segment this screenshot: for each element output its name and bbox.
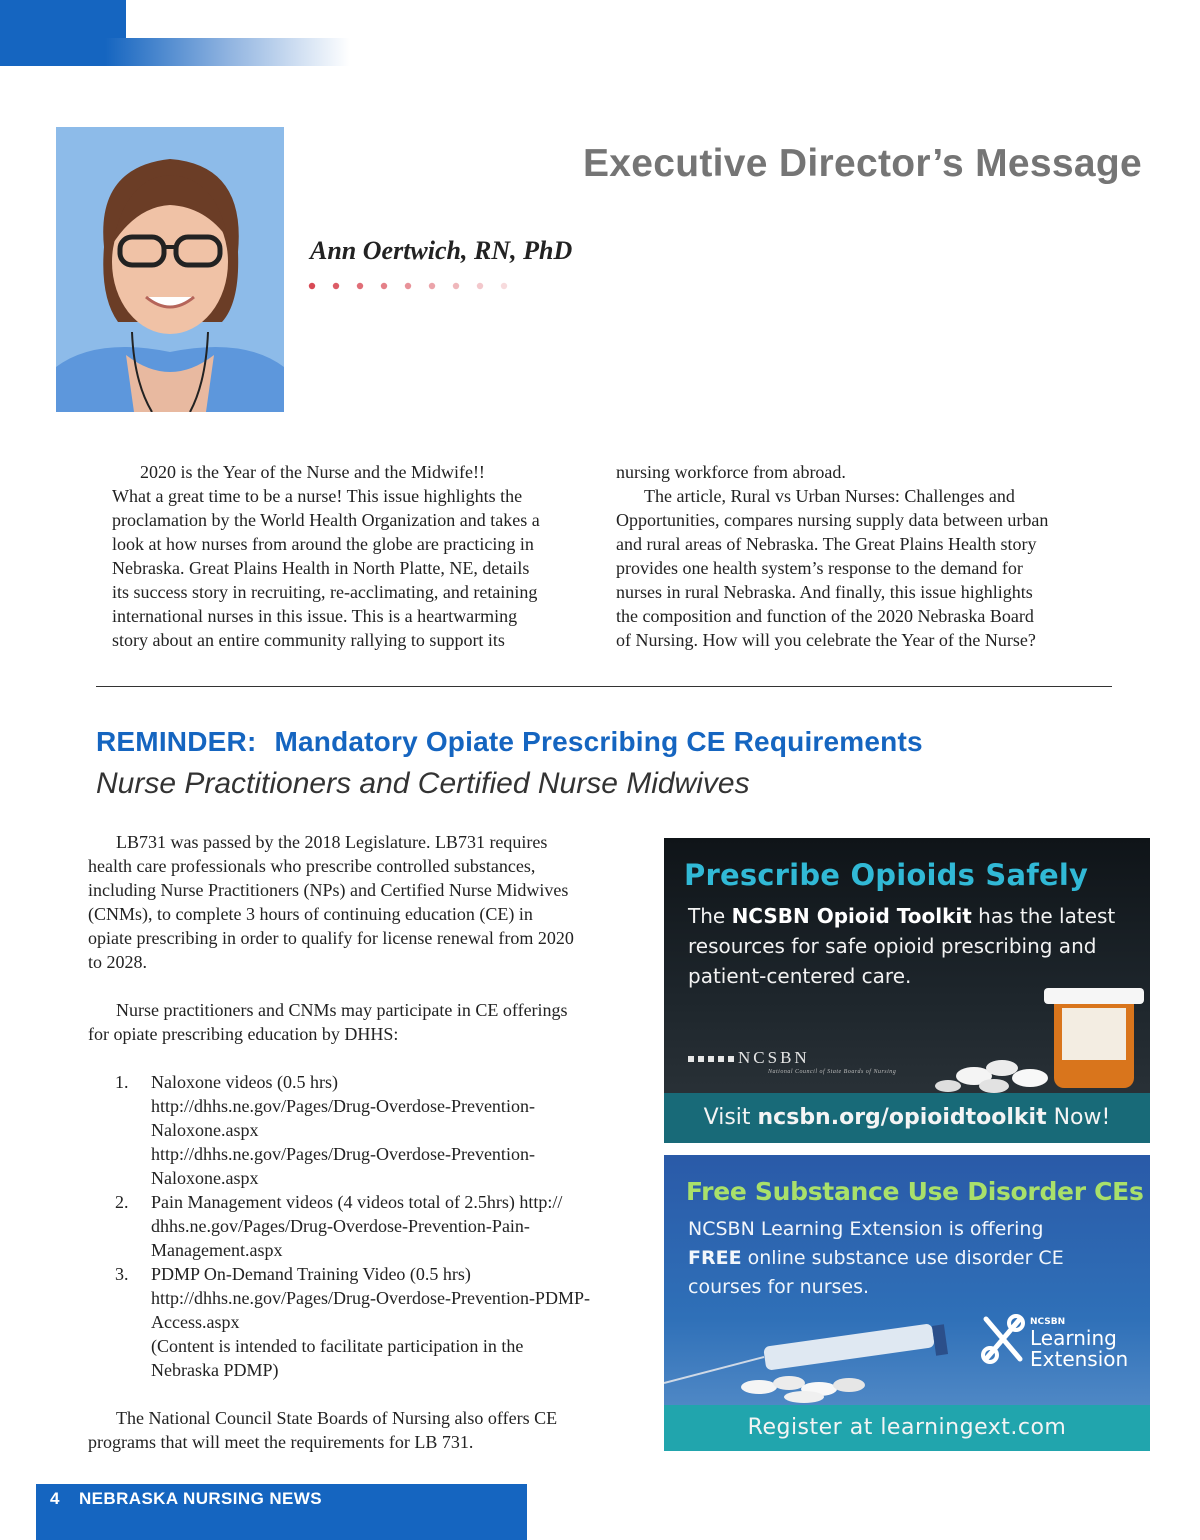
- page-title: Executive Director’s Message: [582, 142, 1142, 185]
- ad-opioid-toolkit[interactable]: [664, 838, 1150, 1143]
- resource-link[interactable]: Management.aspx: [151, 1240, 283, 1260]
- page-number: 4: [50, 1489, 60, 1508]
- author-photo: [56, 127, 284, 412]
- list-item-title: PDMP On-Demand Training Video (0.5 hrs): [151, 1264, 471, 1284]
- ad-headline: Prescribe Opioids Safely: [684, 858, 1089, 892]
- list-item-note: Nebraska PDMP): [151, 1360, 279, 1380]
- article-line: including Nurse Practitioners (NPs) and Certified Nurse Midwives: [88, 880, 569, 900]
- learning-extension-icon: [980, 1313, 1026, 1365]
- reminder-label: REMINDER:: [96, 726, 257, 757]
- reminder-title: Mandatory Opiate Prescribing CE Requirements: [274, 726, 923, 757]
- intro-line: What a great time to be a nurse! This issue highlights the: [112, 486, 523, 506]
- article-line: programs that will meet the requirements for LB 731.: [88, 1432, 474, 1452]
- intro-line: Nebraska. Great Plains Health in North Platte, NE, details: [112, 558, 530, 578]
- list-number: 2.: [115, 1192, 129, 1212]
- article-line: Nurse practitioners and CNMs may participate in CE offerings: [116, 1000, 568, 1020]
- intro-line: international nurses in this issue. This is a heartwarming: [112, 606, 518, 626]
- author-byline: Ann Oertwich, RN, PhD: [310, 236, 573, 265]
- section-divider: [96, 686, 1112, 687]
- ad-body: NCSBN Learning Extension is offering FREE online substance use disorder CE courses for nurses.: [688, 1218, 1064, 1298]
- article-line: opiate prescribing in order to qualify for license renewal from 2020: [88, 928, 574, 948]
- ncsbn-logo: NCSBN National Council of State Boards of Nursing: [688, 1048, 896, 1075]
- list-item: [88, 1262, 643, 1382]
- article-line: LB731 was passed by the 2018 Legislature. LB731 requires: [116, 832, 548, 852]
- reminder-subtitle: Nurse Practitioners and Certified Nurse Midwives: [96, 767, 750, 800]
- resource-link[interactable]: Naloxone.aspx: [151, 1120, 259, 1140]
- ce-resource-list: [88, 1070, 643, 1382]
- article-line: to 2028.: [88, 952, 148, 972]
- learning-extension-logo: NCSBN Learning Extension: [980, 1313, 1026, 1370]
- resource-link[interactable]: dhhs.ne.gov/Pages/Drug-Overdose-Prevention-Pain-: [151, 1216, 530, 1236]
- list-number: 1.: [115, 1072, 129, 1092]
- resource-link[interactable]: http://dhhs.ne.gov/Pages/Drug-Overdose-Prevention-: [151, 1096, 535, 1116]
- intro-line: nurses in rural Nebraska. And finally, this issue highlights: [616, 582, 1033, 602]
- article-line: for opiate prescribing education by DHHS:: [88, 1024, 399, 1044]
- page-footer: [36, 1484, 527, 1540]
- intro-line: look at how nurses from around the globe are practicing in: [112, 534, 534, 554]
- list-number: 3.: [115, 1264, 129, 1284]
- intro-line: the composition and function of the 2020 Nebraska Board: [616, 606, 1034, 626]
- intro-line: of Nursing. How will you celebrate the Year of the Nurse?: [616, 630, 1036, 650]
- intro-column-left: [112, 460, 586, 652]
- ad-headline: Free Substance Use Disorder CEs: [686, 1177, 1144, 1206]
- portrait-illustration: [56, 127, 284, 412]
- resource-link[interactable]: http://dhhs.ne.gov/Pages/Drug-Overdose-Prevention-: [151, 1144, 535, 1164]
- intro-line: proclamation by the World Health Organization and takes a: [112, 510, 540, 530]
- intro-line: and rural areas of Nebraska. The Great Plains Health story: [616, 534, 1037, 554]
- article-body: [88, 830, 643, 1454]
- intro-column-right: [616, 460, 1106, 652]
- ad-body: The NCSBN Opioid Toolkit has the latest resources for safe opioid prescribing and patient-centered care.: [688, 904, 1116, 988]
- intro-line: its success story in recruiting, re-acclimating, and retaining: [112, 582, 538, 602]
- intro-line: Opportunities, compares nursing supply data between urban: [616, 510, 1049, 530]
- pill-bottle-illustration: [934, 988, 1150, 1093]
- intro-line: nursing workforce from abroad.: [616, 462, 846, 482]
- intro-line: provides one health system’s response to the demand for: [616, 558, 1023, 578]
- ad-cta-link[interactable]: Register at learningext.com: [664, 1405, 1150, 1451]
- ad-learning-extension[interactable]: [664, 1155, 1150, 1451]
- article-line: The National Council State Boards of Nursing also offers CE: [116, 1408, 558, 1428]
- publication-name: NEBRASKA NURSING NEWS: [79, 1489, 322, 1508]
- article-line: (CNMs), to complete 3 hours of continuing education (CE) in: [88, 904, 533, 924]
- reminder-heading: [96, 726, 923, 758]
- list-item: [88, 1190, 643, 1262]
- intro-line: story about an entire community rallying to support its: [112, 630, 505, 650]
- resource-link[interactable]: http://dhhs.ne.gov/Pages/Drug-Overdose-Prevention-PDMP-: [151, 1288, 590, 1308]
- ad-cta-link[interactable]: Visit ncsbn.org/opioidtoolkit Now!: [664, 1093, 1150, 1143]
- resource-link[interactable]: Naloxone.aspx: [151, 1168, 259, 1188]
- article-line: health care professionals who prescribe controlled substances,: [88, 856, 536, 876]
- intro-line: The article, Rural vs Urban Nurses: Challenges and: [644, 486, 1015, 506]
- decorative-dots: [306, 281, 536, 291]
- list-item: [88, 1070, 643, 1190]
- list-item-title: Pain Management videos (4 videos total of 2.5hrs) http://: [151, 1192, 563, 1212]
- list-item-title: Naloxone videos (0.5 hrs): [151, 1072, 338, 1092]
- resource-link[interactable]: Access.aspx: [151, 1312, 240, 1332]
- list-item-note: (Content is intended to facilitate participation in the: [151, 1336, 524, 1356]
- header-gradient-bar: [0, 38, 350, 66]
- intro-line: 2020 is the Year of the Nurse and the Midwife!!: [140, 462, 485, 482]
